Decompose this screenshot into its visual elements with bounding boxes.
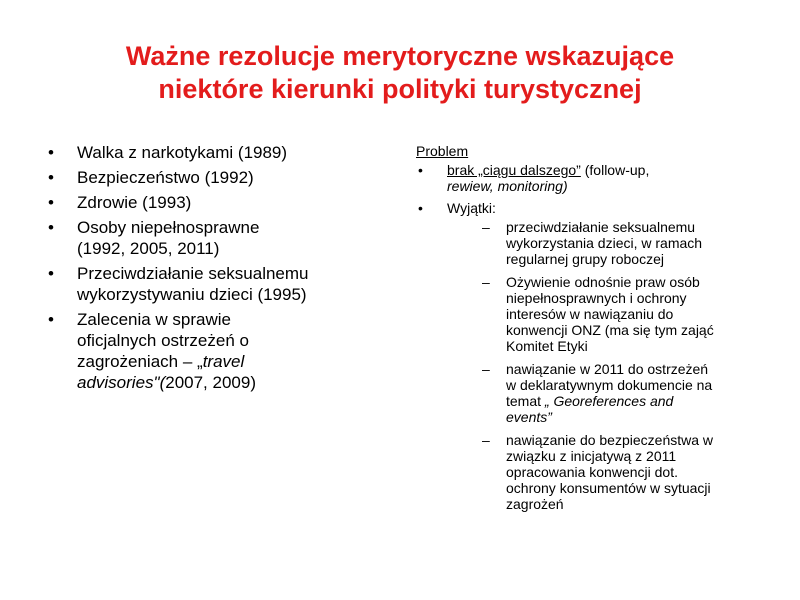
problem-list — [416, 162, 761, 512]
sub-list-item: – Ożywienie odnośnie praw osób niepełnosprawnych i ochrony interesów w nawiązaniu do konwencji ONZ (ma się tym zająć Komitet Etyki — [482, 274, 761, 354]
sub-list-item: – przeciwdziałanie seksualnemu wykorzystania dzieci, w ramach regularnej grupy roboczej — [482, 219, 761, 267]
resolutions-list — [44, 142, 389, 397]
list-item: • Zalecenia w sprawie oficjalnych ostrzeżeń o zagrożeniach – „travel advisories"(2007, 2009) — [44, 309, 389, 393]
exceptions-list — [447, 219, 761, 512]
sub-list-item: – nawiązanie w 2011 do ostrzeżeń w deklaratywnym dokumencie na temat „ Georeferences and events” — [482, 361, 761, 425]
list-item: • Walka z narkotykami (1989) — [44, 142, 389, 163]
list-item: • Osoby niepełnosprawne (1992, 2005, 2011) — [44, 217, 389, 259]
list-item: • Bezpieczeństwo (1992) — [44, 167, 389, 188]
problem-section — [416, 143, 761, 519]
slide-title-line-1: Ważne rezolucje merytoryczne wskazujące — [125, 41, 675, 71]
sub-list-item: – nawiązanie do bezpieczeństwa w związku z inicjatywą z 2011 opracowania konwencji dot. ochrony konsumentów w sytuacji zagrożeń — [482, 432, 761, 512]
list-item: • Przeciwdziałanie seksualnemu wykorzystywaniu dzieci (1995) — [44, 263, 389, 305]
list-item: • Wyjątki: – przeciwdziałanie seksualnemu wykorzystania dzieci, w ramach regularnej grupy roboczej – Ożywienie odnośnie praw osób niepełnosprawnych i ochrony interesów w nawiązaniu do konwencji ONZ (ma się tym zająć Komitet Etyki – nawiązanie w 2011 do ostrzeżeń w deklaratywnym dokumencie na temat „ Georeferences and events” – nawiązanie do bezpieczeństwa w związku z inicjatywą z 2011 opracowania konwencji dot. ochrony konsumentów w sytuacji zagrożeń — [416, 200, 761, 512]
list-item: • brak „ciągu dalszego” (follow-up, rewiew, monitoring) — [416, 162, 761, 194]
slide-title — [40, 40, 760, 106]
list-item: • Zdrowie (1993) — [44, 192, 389, 213]
problem-heading: Problem — [416, 143, 469, 159]
slide-title-line-2: niektóre kierunki polityki turystycznej — [158, 74, 642, 104]
